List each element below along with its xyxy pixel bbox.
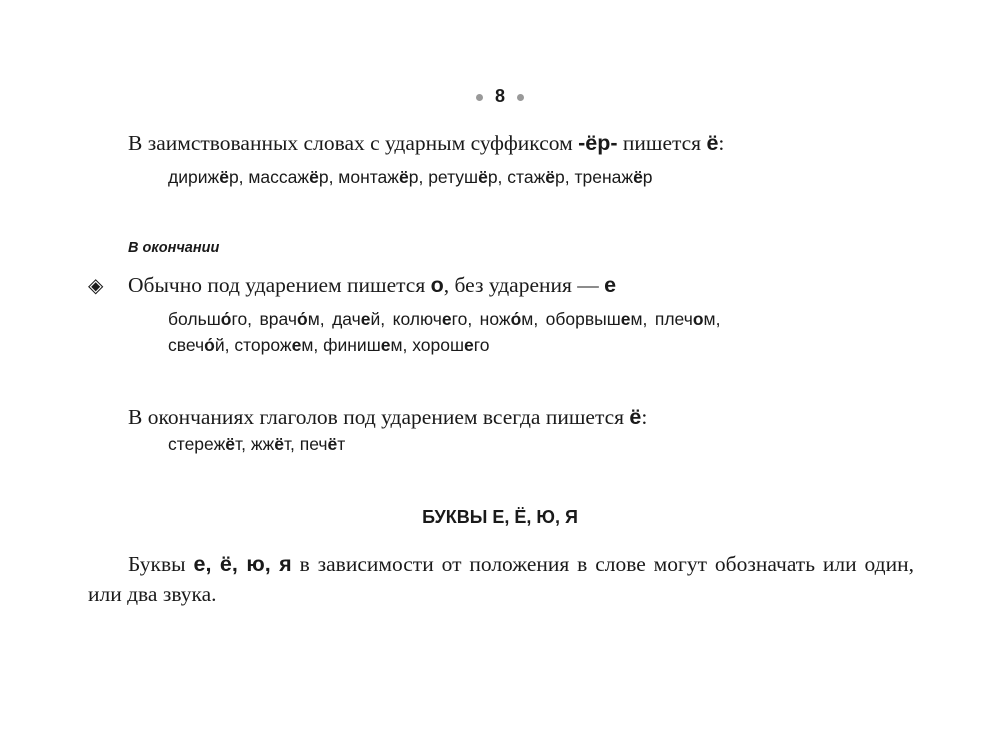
text-segment: м, финиш — [301, 335, 381, 355]
bold-letter: о — [430, 273, 444, 297]
text-segment: Обычно под ударением пишется — [128, 273, 431, 297]
bold-letter: ё — [629, 405, 642, 429]
page-number-text: 8 — [494, 86, 505, 106]
bold-letter: о́ — [510, 309, 522, 329]
bold-letter: ё — [706, 131, 719, 155]
text-segment: м, оборвыш — [521, 309, 621, 329]
text-segment: т, жж — [235, 434, 275, 454]
text-segment: м, — [703, 309, 721, 329]
dot-icon — [476, 94, 483, 101]
text-segment: го, нож — [451, 309, 511, 329]
text-segment: й, колюч — [370, 309, 442, 329]
text-segment: м, плеч — [630, 309, 693, 329]
examples-suffix-yor — [168, 167, 653, 188]
bold-letter: о́ — [297, 309, 308, 329]
text-segment: , без ударения — — [443, 273, 605, 297]
bold-letter: ё — [219, 167, 229, 187]
bold-letter: е, ё, ю, я — [193, 552, 292, 576]
bold-letter: ё — [327, 434, 338, 454]
dot-icon — [517, 94, 524, 101]
bold-letter: е — [291, 335, 302, 355]
text-segment: больш — [168, 309, 221, 329]
text-segment: свеч — [168, 335, 205, 355]
examples-endings-1 — [168, 309, 720, 330]
text-segment: й, сторож — [214, 335, 292, 355]
bold-letter: е — [604, 273, 617, 297]
bold-letter: -ёр- — [578, 131, 618, 155]
bold-letter: ё — [225, 434, 236, 454]
bold-letter: ё — [545, 167, 556, 187]
bold-letter: е — [464, 335, 474, 355]
text-segment: : — [641, 405, 648, 429]
examples-verb-endings — [168, 434, 345, 455]
text-segment: дириж — [168, 167, 220, 187]
bold-letter: е — [380, 335, 391, 355]
text-segment: в зависимости от положения в слове могут обозначать или один, или два звука. — [88, 552, 914, 606]
bold-letter: ё — [399, 167, 409, 187]
text-segment: стереж — [168, 434, 226, 454]
text-segment: В окончаниях глаголов под ударением всегда пишется — [128, 405, 630, 429]
text-segment: т — [337, 434, 346, 454]
text-segment: В заимствованных словах с ударным суффиксом — [128, 131, 579, 155]
paragraph-letters — [88, 549, 914, 609]
bold-letter: е — [441, 309, 452, 329]
rule-verb-endings — [128, 405, 647, 430]
diamond-bullet-icon: ◈ — [88, 273, 104, 297]
text-segment: го, врач — [231, 309, 298, 329]
text-segment: Буквы — [128, 552, 194, 576]
text-segment: р, массаж — [228, 167, 310, 187]
text-segment: м, дач — [307, 309, 361, 329]
bold-letter: ё — [478, 167, 488, 187]
bold-letter: о — [692, 309, 704, 329]
text-segment: го — [473, 335, 490, 355]
bold-letter: ё — [633, 167, 643, 187]
text-segment: м, хорош — [390, 335, 465, 355]
text-segment: р, монтаж — [318, 167, 399, 187]
text-segment: пишется — [617, 131, 707, 155]
bold-letter: ё — [309, 167, 319, 187]
section-heading: БУКВЫ Е, Ё, Ю, Я — [422, 507, 578, 527]
text-segment: р, тренаж — [555, 167, 634, 187]
bold-letter: е — [360, 309, 371, 329]
text-segment: : — [718, 131, 725, 155]
subheading: В окончании — [128, 240, 220, 256]
text-segment: р, ретуш — [408, 167, 479, 187]
rule-endings — [128, 273, 616, 298]
page-number — [0, 86, 1000, 107]
bold-letter: о́ — [220, 309, 232, 329]
examples-endings-2 — [168, 335, 490, 356]
text-segment: т, печ — [283, 434, 328, 454]
rule-suffix-yor — [128, 131, 724, 156]
bold-letter: ё — [274, 434, 284, 454]
text-segment: р — [642, 167, 653, 187]
bold-letter: е — [620, 309, 631, 329]
bold-letter: о́ — [204, 335, 215, 355]
text-segment: р, стаж — [487, 167, 546, 187]
